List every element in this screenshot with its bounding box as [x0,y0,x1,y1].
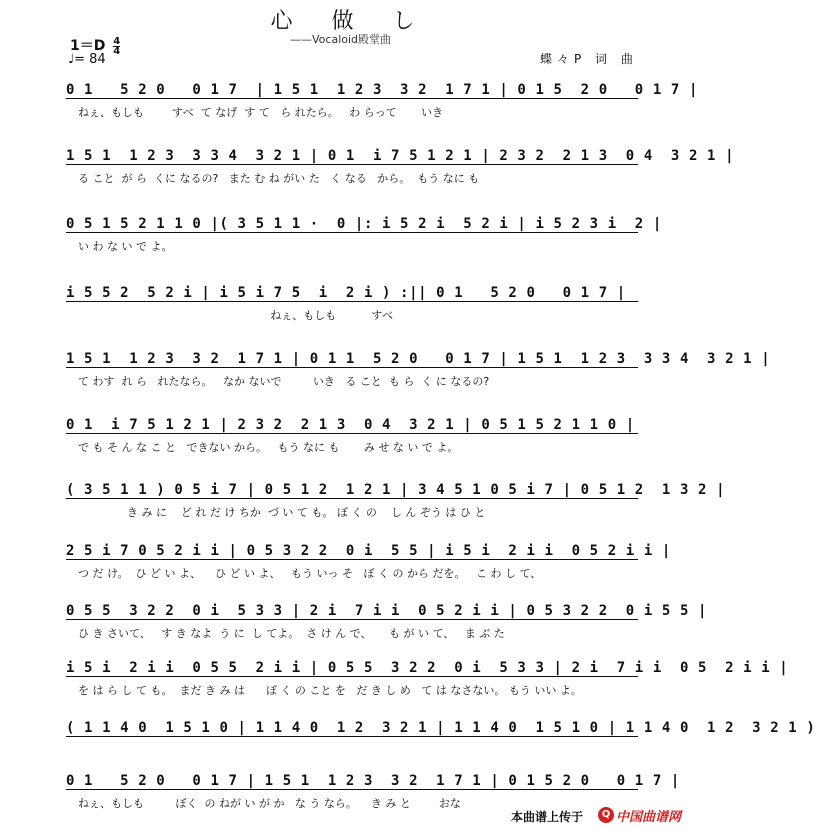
lyrics-line: る こと が ら くに なるの? また む ね がい た く なる から。 もう なに も [78,172,480,185]
notation-line: 0 5 5 3 2 2 0 i 5 3 3 | 2 i 7 i i 0 5 2 i i | 0 5 3 2 2 0 i 5 5 | [66,603,708,619]
underline-beam [66,301,638,305]
time-signature-top: 4 [113,35,121,47]
underline-beam [66,232,638,236]
lyrics-line: い わ な い で よ。 [78,240,173,253]
notation-line: 2 5 i 7 0 5 2 i i | 0 5 3 2 2 0 i 5 5 | i 5 i 2 i i 0 5 2 i i | [66,543,671,559]
song-title: 心 做 し [270,9,431,34]
notation-line: 0 1 5 2 0 0 1 7 | 1 5 1 1 2 3 3 2 1 7 1 | 0 1 5 2 0 0 1 7 | [66,82,699,98]
lyricist-composer: 蝶々P 词 曲 [540,52,638,66]
staff-system [66,417,638,455]
notation-line: i 5 5 2 5 2 i | i 5 i 7 5 i 2 i ) :|| 0 1 5 2 0 0 1 7 | [66,285,626,301]
notation-line: ( 3 5 1 1 ) 0 5 i 7 | 0 5 1 2 1 2 1 | 3 4 5 1 0 5 i 7 | 0 5 1 2 1 3 2 | [66,482,726,498]
lyrics-line: ねぇ、もしも すべ [78,309,394,322]
key-label: 1＝D [70,38,106,54]
underline-beam [66,559,638,563]
lyrics-line: で も そ ん な こ と できない から。 もう なに も み せ な い で よ。 [78,441,459,454]
logo-icon: Q [598,807,614,823]
upload-note: 本曲谱上传于 [511,810,584,824]
site-logo [598,805,698,825]
notation-line: 1 5 1 1 2 3 3 2 1 7 1 | 0 1 1 5 2 0 0 1 7 | 1 5 1 1 2 3 3 3 4 3 2 1 | [66,351,771,367]
lyrics-line: て わす れ ら れたなら。 なか ないで いき る こと も ら く に なるの? [78,375,490,388]
staff-system [66,773,680,811]
staff-system [66,82,699,120]
staff-system [66,482,726,520]
underline-beam [66,98,638,102]
lyrics-line: き み に ど れ だ け ちか づ い て も。 ぼ く の し ん ぞう は ひ と [78,506,486,519]
notation-line: 0 5 1 5 2 1 1 0 |( 3 5 1 1 · 0 |: i 5 2 i 5 2 i | i 5 2 3 i 2 | [66,216,662,232]
lyrics-line: ねぇ、もしも すべ て なげ す て ら れたら。 わ らって いき [78,106,444,119]
tempo-marking: ♩= 84 [68,52,106,67]
staff-system [66,720,815,758]
staff-system [66,603,708,641]
logo-text: 中国曲谱网 [616,809,682,825]
staff-system [66,351,771,389]
underline-beam [66,676,638,680]
notation-line: 0 1 5 2 0 0 1 7 | 1 5 1 1 2 3 3 2 1 7 1 | 0 1 5 2 0 0 1 7 | [66,773,680,789]
underline-beam [66,433,638,437]
lyrics-line: を は ら し て も。 まだ き み は ぼ く の こと を だ き し め て は なさない。 もう いい よ。 [78,684,582,697]
staff-system [66,543,671,581]
underline-beam [66,498,638,502]
underline-beam [66,619,638,623]
lyrics-line: つ だ け。 ひ ど い よ、 ひ ど い よ、 もう いっ そ ぼ く の から だを。 こ わ し て、 [78,567,542,580]
underline-beam [66,789,638,793]
lyrics-line: ひ き さいて、 す き なよ う に し てよ。 さ け ん で、 も が い て、 ま ぶ た [78,627,505,640]
song-subtitle: ——Vocaloid殿堂曲 [290,33,392,46]
notation-line: i 5 i 2 i i 0 5 5 2 i i | 0 5 5 3 2 2 0 i 5 3 3 | 2 i 7 i i 0 5 2 i i | [66,660,789,676]
underline-beam [66,367,638,371]
staff-system [66,285,638,323]
staff-system [66,216,662,254]
notation-line: ( 1 1 4 0 1 5 1 0 | 1 1 4 0 1 2 3 2 1 | 1 1 4 0 1 5 1 0 | 1 1 4 0 1 2 3 2 1 ) [66,720,815,736]
notation-line: 0 1 i 7 5 1 2 1 | 2 3 2 2 1 3 0 4 3 2 1 | 0 5 1 5 2 1 1 0 | [66,417,635,433]
time-signature-bottom: 4 [113,45,121,57]
underline-beam [66,164,638,168]
underline-beam [66,736,638,740]
lyrics-line: ねぇ、もしも ぼく の ねが い が か な う なら。 き み と おな [78,797,461,810]
staff-system [66,660,789,698]
staff-system [66,148,735,186]
time-signature [113,37,120,56]
notation-line: 1 5 1 1 2 3 3 3 4 3 2 1 | 0 1 i 7 5 1 2 1 | 2 3 2 2 1 3 0 4 3 2 1 | [66,148,735,164]
lyrics-line [66,744,638,758]
